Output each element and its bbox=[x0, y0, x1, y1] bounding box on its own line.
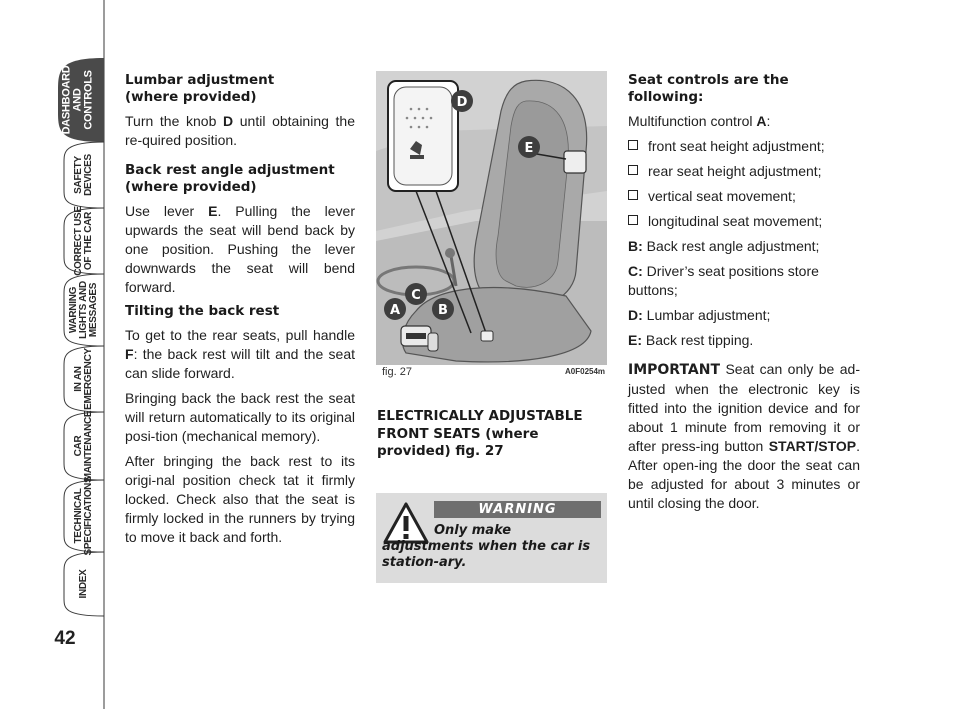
tab-index[interactable]: INDEX bbox=[78, 569, 89, 599]
tab-car-maintenance[interactable]: CAR MAINTENANCE bbox=[73, 410, 94, 482]
def-c: C: Driver’s seat positions store buttons; bbox=[628, 263, 819, 298]
checkbox-bullet-icon bbox=[628, 215, 638, 225]
backrest-heading: Back rest angle adjustment (where provided) bbox=[125, 162, 335, 195]
svg-text:D: D bbox=[456, 95, 468, 110]
page-number: 42 bbox=[54, 628, 76, 649]
warning-title: WARNING bbox=[434, 501, 601, 518]
tab-technical-specifications[interactable]: TECHNICAL SPECIFICATIONS bbox=[73, 476, 94, 556]
def-b: B: Back rest angle adjustment; bbox=[628, 238, 820, 254]
warning-text: Only make adjustments when the car is station-ary. bbox=[382, 523, 591, 570]
seat-controls-heading: Seat controls are the following: bbox=[628, 72, 789, 105]
tab-dashboard-and-controls[interactable]: DASHBOARD AND CONTROLS bbox=[60, 65, 95, 135]
list-item: longitudinal seat movement; bbox=[628, 212, 860, 231]
seat-illustration bbox=[376, 71, 607, 365]
figure-caption: fig. 27 bbox=[382, 366, 412, 378]
svg-text:A: A bbox=[389, 303, 401, 318]
figure-code: A0F0254m bbox=[565, 367, 606, 376]
section-tabs bbox=[0, 0, 110, 709]
column-left bbox=[125, 72, 355, 553]
label-b bbox=[432, 298, 454, 320]
tab-correct-use-of-the-car[interactable]: CORRECT USE OF THE CAR bbox=[73, 206, 94, 276]
tab-in-an-emergency[interactable]: IN AN EMERGENCY bbox=[73, 348, 94, 410]
multifunction-intro: Multifunction control A: bbox=[628, 113, 771, 129]
lumbar-heading: Lumbar adjustment (where provided) bbox=[125, 72, 275, 105]
control-a-list bbox=[628, 137, 860, 231]
important-note: IMPORTANT Seat can only be ad-justed when the electronic key is fitted into the ignition device and for about 1 minute from removing it or after press-ing button START/STOP. After open-ing the door the seat can be adjusted for about 3 minutes or until closing the door. bbox=[628, 361, 860, 511]
checkbox-bullet-icon bbox=[628, 190, 638, 200]
tilting-heading: Tilting the back rest bbox=[125, 303, 280, 319]
def-e: E: Back rest tipping. bbox=[628, 332, 754, 348]
seat-controls-figure bbox=[376, 71, 607, 365]
tilting-text-3: After bringing the back rest to its origi-nal position check tat it firmly locked. Check also that the seat is firmly locked in the runners by trying to move it back and forth. bbox=[125, 453, 355, 545]
checkbox-bullet-icon bbox=[628, 165, 638, 175]
label-e bbox=[518, 136, 540, 158]
list-item: front seat height adjustment; bbox=[628, 137, 860, 156]
backrest-text: Use lever E. Pulling the lever upwards the seat will bend back by one position. Pushing the lever downwards the seat will bend forward. bbox=[125, 203, 355, 295]
tab-safety-devices[interactable]: SAFETY DEVICES bbox=[73, 154, 94, 196]
list-item: vertical seat movement; bbox=[628, 187, 860, 206]
checkbox-bullet-icon bbox=[628, 140, 638, 150]
label-d bbox=[451, 90, 473, 112]
list-item: rear seat height adjustment; bbox=[628, 162, 860, 181]
electric-seats-heading: ELECTRICALLY ADJUSTABLE FRONT SEATS (where provided) fig. 27 bbox=[377, 408, 583, 459]
svg-text:B: B bbox=[438, 303, 448, 318]
tab-warning-lights-and-messages[interactable]: WARNING LIGHTS AND MESSAGES bbox=[68, 281, 99, 339]
column-right bbox=[628, 72, 860, 519]
lumbar-text: Turn the knob D until obtaining the re-quired position. bbox=[125, 113, 356, 148]
def-d: D: Lumbar adjustment; bbox=[628, 307, 771, 323]
label-c bbox=[405, 283, 427, 305]
svg-text:E: E bbox=[524, 141, 534, 156]
svg-text:C: C bbox=[411, 288, 421, 303]
label-a bbox=[384, 298, 406, 320]
tilting-text-1: To get to the rear seats, pull handle F: the back rest will tilt and the seat can slide forward. bbox=[125, 327, 355, 381]
tilting-text-2: Bringing back the back rest the seat will return automatically to its original posi-tion (mechanical memory). bbox=[125, 390, 355, 444]
warning-box bbox=[376, 493, 607, 583]
